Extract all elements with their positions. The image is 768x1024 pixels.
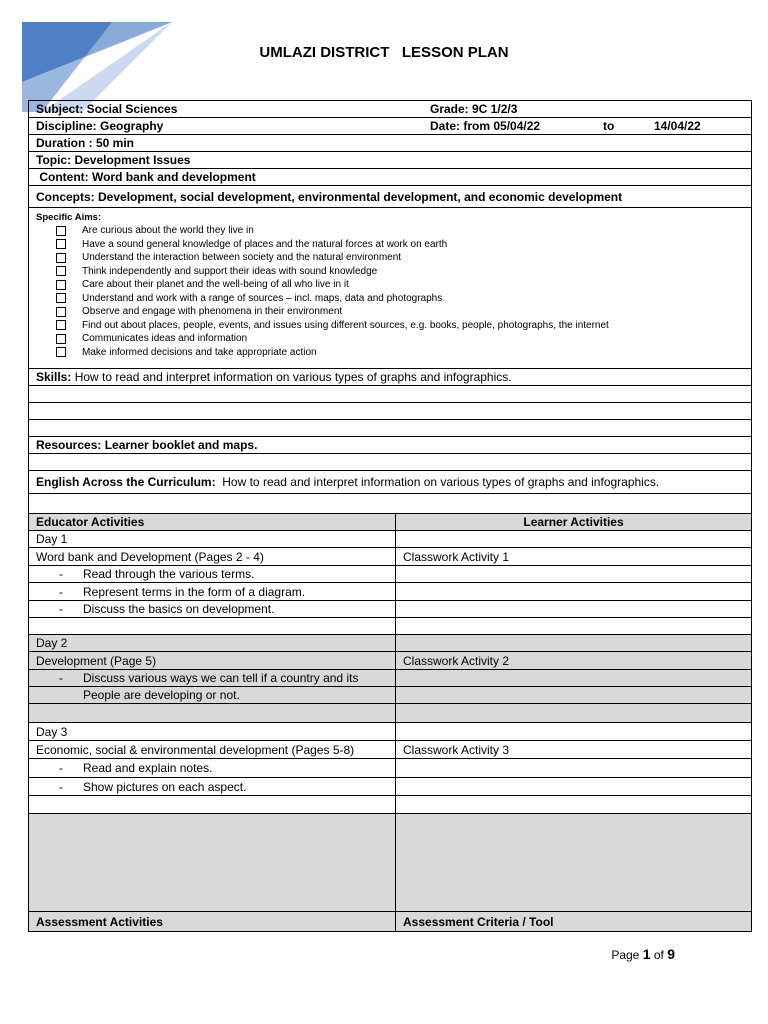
day3-row [29, 723, 751, 741]
resources-row [29, 437, 751, 454]
educator-activity: Economic, social & environmental development (Pages 5-8) [29, 741, 396, 758]
checkbox[interactable] [56, 239, 66, 249]
checkbox[interactable] [56, 226, 66, 236]
checkbox[interactable] [56, 293, 66, 303]
blank-row [29, 618, 751, 635]
bullet-row: - Discuss various ways we can tell if a country and its [29, 670, 751, 687]
specific-aims-title: Specific Aims: [36, 212, 102, 223]
checkbox[interactable] [56, 347, 66, 357]
page-title: UMLAZI DISTRICT LESSON PLAN [259, 44, 509, 61]
page-number: Page 1 of 9 [611, 946, 675, 962]
educator-activity: Word bank and Development (Pages 2 - 4) [29, 548, 396, 565]
subject-row [29, 101, 751, 118]
day2-heading-row [29, 652, 751, 670]
skills-label: Skills: [36, 370, 72, 384]
blank-row [29, 796, 751, 814]
assessment-activities: Assessment Activities [29, 912, 396, 931]
educator-header: Educator Activities [29, 514, 396, 530]
day1-row [29, 531, 751, 548]
day-label: Day 1 [29, 531, 396, 547]
date-to-label: to [603, 119, 615, 133]
checkbox[interactable] [56, 253, 66, 263]
learner-activity: Classwork Activity 3 [403, 742, 510, 757]
blank-row [29, 386, 751, 403]
blank-row [29, 454, 751, 471]
aim-item: Make informed decisions and take appropriate action [36, 346, 744, 360]
bullet-continuation-row: People are developing or not. [29, 687, 751, 704]
aim-item: Have a sound general knowledge of places and the natural forces at work on earth [36, 238, 744, 252]
aim-item: Find out about places, people, events, and issues using different sources, e.g. books, people, photographs, the internet [36, 319, 744, 333]
discipline: Discipline: Geography [36, 119, 164, 133]
checkbox[interactable] [56, 280, 66, 290]
aim-item: Understand and work with a range of sources – incl. maps, data and photographs [36, 292, 744, 306]
discipline-row [29, 118, 751, 135]
day-label: Day 3 [29, 723, 396, 740]
lesson-plan-table [28, 100, 752, 932]
duration: Duration : 50 min [36, 136, 135, 150]
checkbox[interactable] [56, 320, 66, 330]
grade: Grade: 9C 1/2/3 [430, 102, 518, 116]
skills-row [29, 369, 751, 386]
duration-row [29, 135, 751, 152]
aim-item: Observe and engage with phenomena in their environment [36, 305, 744, 319]
english-label: English Across the Curriculum: [36, 475, 216, 489]
date-from: Date: from 05/04/22 [430, 119, 541, 133]
checkbox[interactable] [56, 307, 66, 317]
aim-item: Are curious about the world they live in [36, 224, 744, 238]
header-decoration [22, 22, 172, 112]
concepts: Concepts: Development, social development, environmental development, and economic development [36, 189, 623, 204]
bullet-row: - Represent terms in the form of a diagram. [29, 583, 751, 601]
specific-aims-row [29, 208, 751, 369]
learner-header: Learner Activities [523, 515, 624, 529]
aim-item: Communicates ideas and information [36, 332, 744, 346]
blank-row [29, 494, 751, 514]
learner-activity: Classwork Activity 2 [403, 653, 510, 668]
aim-item: Care about their planet and the well-being of all who live in it [36, 278, 744, 292]
assessment-criteria: Assessment Criteria / Tool [403, 914, 554, 929]
blank-row [29, 403, 751, 420]
content-row [29, 169, 751, 186]
bullet-row: - Discuss the basics on development. [29, 601, 751, 618]
content: Content: Word bank and development [36, 170, 256, 184]
bullet-row: - Show pictures on each aspect. [29, 778, 751, 796]
aim-item: Think independently and support their ideas with sound knowledge [36, 265, 744, 279]
topic: Topic: Development Issues [36, 153, 191, 167]
english-row [29, 471, 751, 494]
bullet-row: - Read through the various terms. [29, 566, 751, 583]
assessment-row [29, 912, 751, 931]
topic-row [29, 152, 751, 169]
date-to: 14/04/22 [654, 119, 701, 133]
day3-heading-row [29, 741, 751, 759]
blank-row [29, 704, 751, 723]
activities-header-row [29, 514, 751, 531]
resources: Resources: Learner booklet and maps. [36, 438, 258, 452]
english-text: How to read and interpret information on various types of graphs and infographics. [215, 475, 660, 489]
day1-heading-row [29, 548, 751, 566]
skills-text: How to read and interpret information on various types of graphs and infographics. [71, 370, 512, 384]
bullet-row: - Read and explain notes. [29, 759, 751, 778]
checkbox[interactable] [56, 334, 66, 344]
day2-row [29, 635, 751, 652]
educator-activity: Development (Page 5) [29, 652, 396, 669]
blank-grey-block [29, 814, 751, 912]
blank-row [29, 420, 751, 437]
concepts-row [29, 186, 751, 208]
checkbox[interactable] [56, 266, 66, 276]
day-label: Day 2 [29, 635, 396, 651]
subject: Subject: Social Sciences [36, 102, 178, 116]
aim-item: Understand the interaction between society and the natural environment [36, 251, 744, 265]
learner-activity: Classwork Activity 1 [403, 549, 510, 564]
